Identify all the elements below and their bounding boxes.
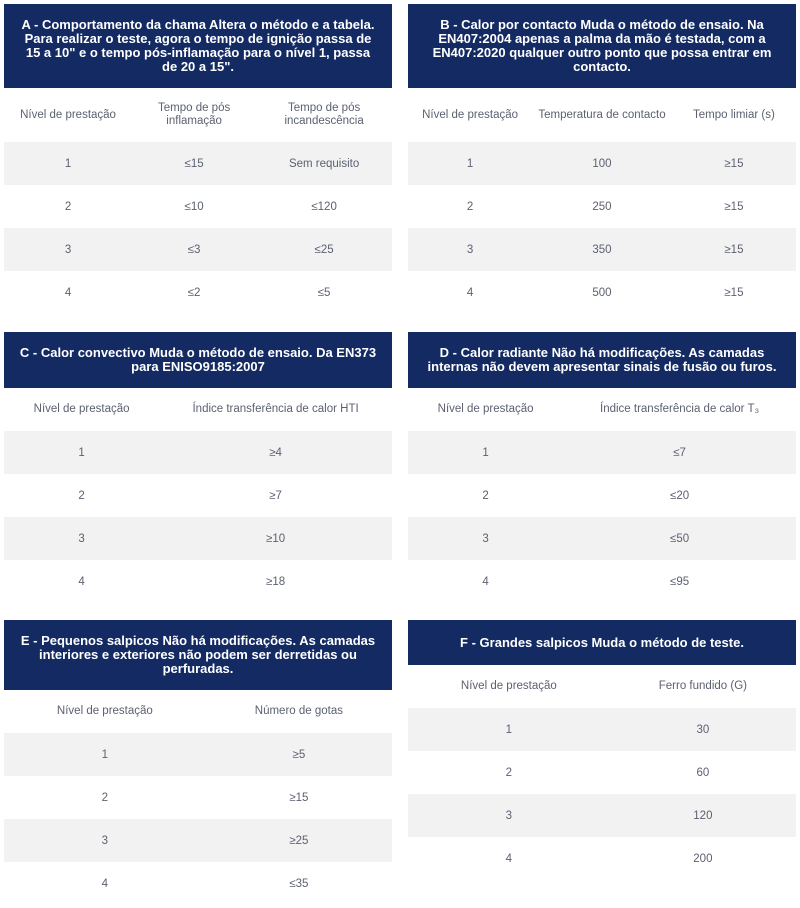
table-cell: ≤95 [670, 575, 690, 588]
table-d [408, 388, 796, 603]
table-cell: ≤120 [311, 200, 337, 213]
table-e-header-drops: Número de gotas [254, 705, 343, 717]
table-cell: 4 [78, 575, 85, 588]
table-cell: ≥15 [724, 286, 744, 299]
table-row [4, 431, 392, 474]
table-e-header-level: Nível de prestação [56, 705, 153, 717]
table-row [4, 228, 392, 271]
table-card-b [408, 4, 796, 314]
table-cell: ≥15 [672, 142, 796, 185]
table-row [408, 708, 796, 751]
table-cell: ≥18 [266, 575, 286, 588]
table-cell: ≥10 [159, 517, 392, 560]
table-cell: 1 [4, 733, 206, 776]
table-c-header-level: Nível de prestação [33, 403, 130, 415]
table-a [4, 88, 392, 314]
table-e-title [4, 620, 392, 690]
table-row [408, 837, 796, 880]
table-cell: 1 [4, 142, 132, 185]
table-row [408, 474, 796, 517]
table-a-header-level: Nível de prestação [20, 108, 116, 121]
table-cell: ≥5 [206, 733, 392, 776]
table-b-header-threshold: Tempo limiar (s) [693, 108, 775, 121]
table-cell: 2 [466, 200, 474, 213]
table-cell: ≤15 [132, 142, 256, 185]
table-cell: 3 [4, 819, 206, 862]
table-cell: 250 [592, 200, 612, 213]
table-f [408, 665, 796, 880]
table-b-title [408, 4, 796, 88]
table-card-c [4, 332, 392, 603]
table-a-header-incandescence: Tempo de pós incandescência [284, 102, 364, 127]
table-row [408, 517, 796, 560]
table-cell: 2 [101, 791, 109, 804]
table-d-header-t3: Índice transferência de calor T₃ [600, 403, 760, 415]
table-cell: 120 [610, 794, 796, 837]
table-cell: ≥15 [672, 228, 796, 271]
table-b-header-temperature: Temperatura de contacto [538, 108, 666, 121]
table-row [408, 560, 796, 603]
table-row [408, 431, 796, 474]
table-cell: 3 [4, 517, 159, 560]
table-d-header-level: Nível de prestação [437, 403, 534, 415]
table-row [4, 517, 392, 560]
table-f-title-text: F - Grandes salpicos Muda o método de teste. [460, 634, 744, 650]
table-f-title [408, 620, 796, 665]
table-cell: 2 [482, 489, 489, 502]
table-cell: 3 [408, 228, 532, 271]
table-cell: ≥15 [289, 791, 309, 804]
table-row [408, 751, 796, 794]
table-row [408, 228, 796, 271]
table-cell: Sem requisito [256, 142, 392, 185]
table-cell: 30 [610, 708, 796, 751]
table-b-title-text: B - Calor por contacto Muda o método de ensaio. Na EN407:2004 apenas a palma da mão é testada, com a EN407:2020 qualquer outro ponto que possa entrar em contacto. [432, 17, 772, 74]
table-e-title-text: E - Pequenos salpicos Não há modificações. As camadas interiores e exteriores não podem ser derretidas ou perfuradas. [20, 633, 376, 676]
table-cell: 3 [4, 228, 132, 271]
table-cell: 500 [592, 286, 612, 299]
table-cell: 1 [408, 431, 563, 474]
table-cell: ≤5 [317, 286, 331, 299]
table-cell: 200 [693, 852, 713, 865]
table-cell: ≥4 [159, 431, 392, 474]
table-row [4, 185, 392, 228]
table-cell: 4 [64, 286, 72, 299]
table-cell: ≤2 [187, 286, 201, 299]
table-cell: 3 [408, 517, 563, 560]
table-cell: ≥25 [206, 819, 392, 862]
table-card-f [408, 620, 796, 880]
table-row [4, 560, 392, 603]
table-cell: ≥15 [724, 200, 744, 213]
table-d-title-text: D - Calor radiante Não há modificações. As camadas internas não devem apresentar sinais de fusão ou furos. [427, 345, 777, 374]
table-c [4, 388, 392, 603]
table-row [4, 862, 392, 905]
table-cell: 3 [408, 794, 610, 837]
table-cell: 4 [482, 575, 489, 588]
table-cell: ≤25 [256, 228, 392, 271]
table-b-header-level: Nível de prestação [422, 108, 519, 121]
table-cell: 4 [101, 877, 109, 890]
table-c-header-hti: Índice transferência de calor HTI [192, 403, 359, 415]
table-cell: ≤20 [670, 489, 690, 502]
table-cell: 100 [532, 142, 672, 185]
table-cell: ≤50 [563, 517, 796, 560]
table-cell: 1 [4, 431, 159, 474]
table-row [408, 142, 796, 185]
table-a-title [4, 4, 392, 88]
table-cell: 4 [466, 286, 474, 299]
table-cell: ≤10 [184, 200, 204, 213]
table-cell: 2 [64, 200, 72, 213]
table-cell: 2 [78, 489, 85, 502]
table-card-d [408, 332, 796, 603]
table-row [408, 185, 796, 228]
table-row [4, 474, 392, 517]
table-row [408, 794, 796, 837]
table-cell: 350 [532, 228, 672, 271]
table-cell: ≤35 [289, 877, 309, 890]
table-d-title [408, 332, 796, 388]
table-row [4, 271, 392, 314]
table-cell: 2 [505, 766, 513, 779]
table-f-header-level: Nível de prestação [460, 680, 557, 692]
table-c-title [4, 332, 392, 388]
table-e [4, 690, 392, 905]
table-cell: 1 [408, 708, 610, 751]
table-b [408, 88, 796, 314]
table-row [4, 776, 392, 819]
table-card-a [4, 4, 392, 314]
table-cell: 60 [696, 766, 710, 779]
table-c-title-text: C - Calor convectivo Muda o método de ensaio. Da EN373 para ENISO9185:2007 [19, 345, 377, 374]
table-cell: 1 [408, 142, 532, 185]
table-a-header-inflammation: Tempo de pós inflamação [157, 102, 231, 127]
table-row [4, 142, 392, 185]
table-a-title-text: A - Comportamento da chama Altera o método e a tabela. Para realizar o teste, agora o tempo de ignição passa de 15 a 10" e o tempo pós-inflamação para o nível 1, passa de 20 a 15". [21, 17, 375, 74]
table-row [408, 271, 796, 314]
table-row [4, 819, 392, 862]
table-cell: 4 [505, 852, 513, 865]
table-row [4, 733, 392, 776]
table-f-header-cast-iron: Ferro fundido (G) [658, 680, 747, 692]
table-card-e [4, 620, 392, 905]
table-cell: ≤7 [563, 431, 796, 474]
table-cell: ≤3 [132, 228, 256, 271]
table-cell: ≥7 [269, 489, 282, 502]
